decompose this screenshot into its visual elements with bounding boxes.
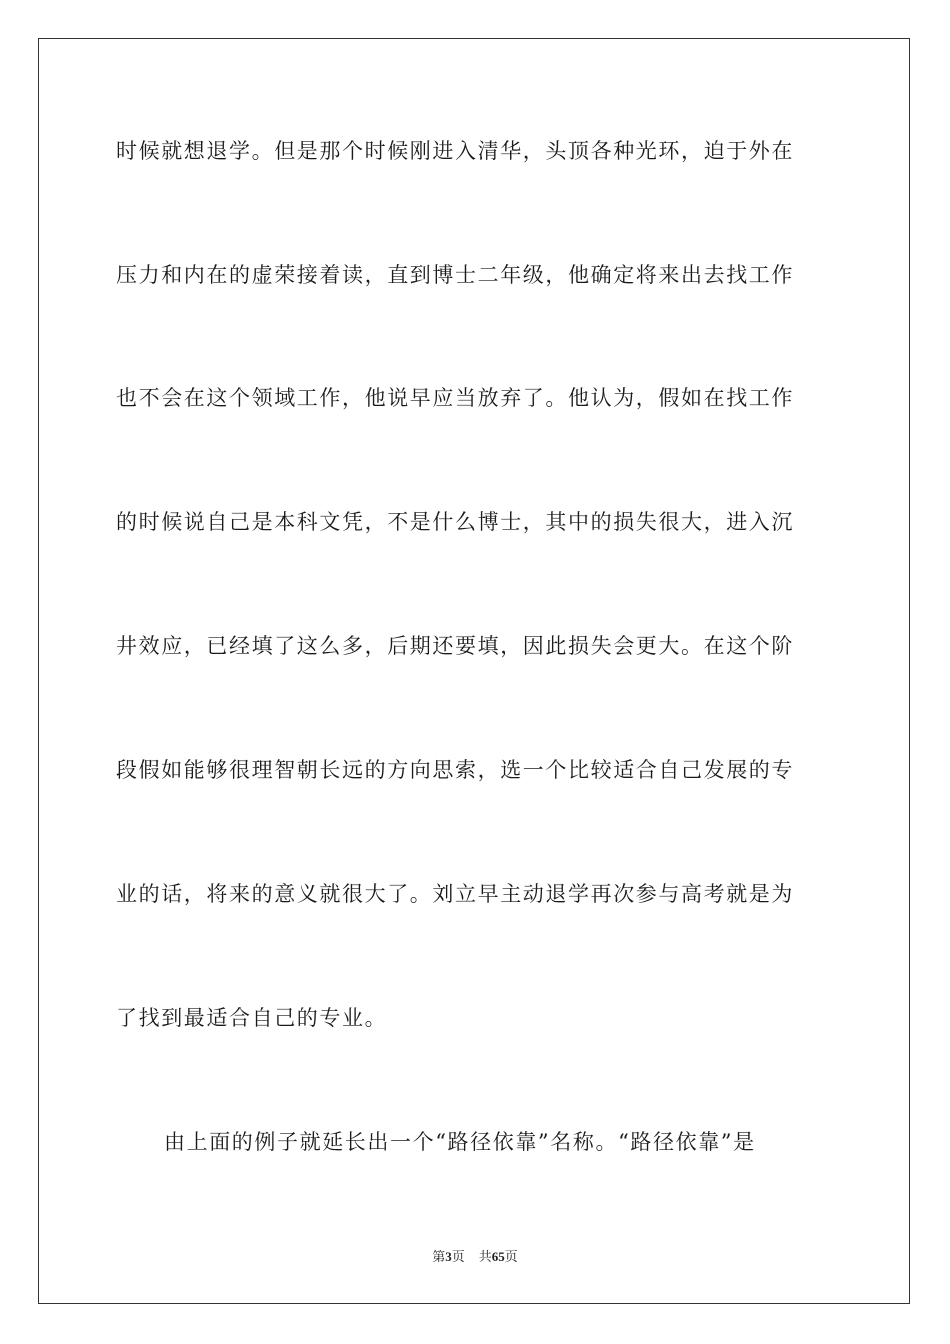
paragraph-line: 压力和内在的虚荣接着读，直到博士二年级，他确定将来出去找工作 xyxy=(116,263,794,287)
page-suffix: 页 xyxy=(451,1250,465,1265)
paragraph-line: 业的话，将来的意义就很大了。刘立早主动退学再次参与高考就是为 xyxy=(116,882,794,906)
paragraph-line: 井效应，已经填了这么多，后期还要填，因此损失会更大。在这个阶 xyxy=(116,634,794,658)
page-number: 3 xyxy=(445,1249,452,1264)
page-prefix: 第 xyxy=(432,1250,446,1265)
total-prefix: 共 xyxy=(478,1250,492,1265)
paragraph-line: 的时候说自己是本科文凭，不是什么博士，其中的损失很大，进入沉 xyxy=(116,510,794,534)
page-border xyxy=(38,38,910,1304)
paragraph-line: 时候就想退学。但是那个时候刚进入清华，头顶各种光环，迫于外在 xyxy=(116,139,794,163)
total-suffix: 页 xyxy=(504,1250,518,1265)
page-footer xyxy=(0,1248,950,1267)
paragraph-line: 段假如能够很理智朝长远的方向思索，选一个比较适合自己发展的专 xyxy=(116,758,794,782)
total-pages: 65 xyxy=(491,1249,505,1264)
paragraph-line: 也不会在这个领域工作，他说早应当放弃了。他认为，假如在找工作 xyxy=(116,386,794,410)
paragraph-line: 了找到最适合自己的专业。 xyxy=(116,1006,388,1030)
paragraph-line-indented: 由上面的例子就延长出一个“路径依靠”名称。“路径依靠”是 xyxy=(164,1130,756,1154)
